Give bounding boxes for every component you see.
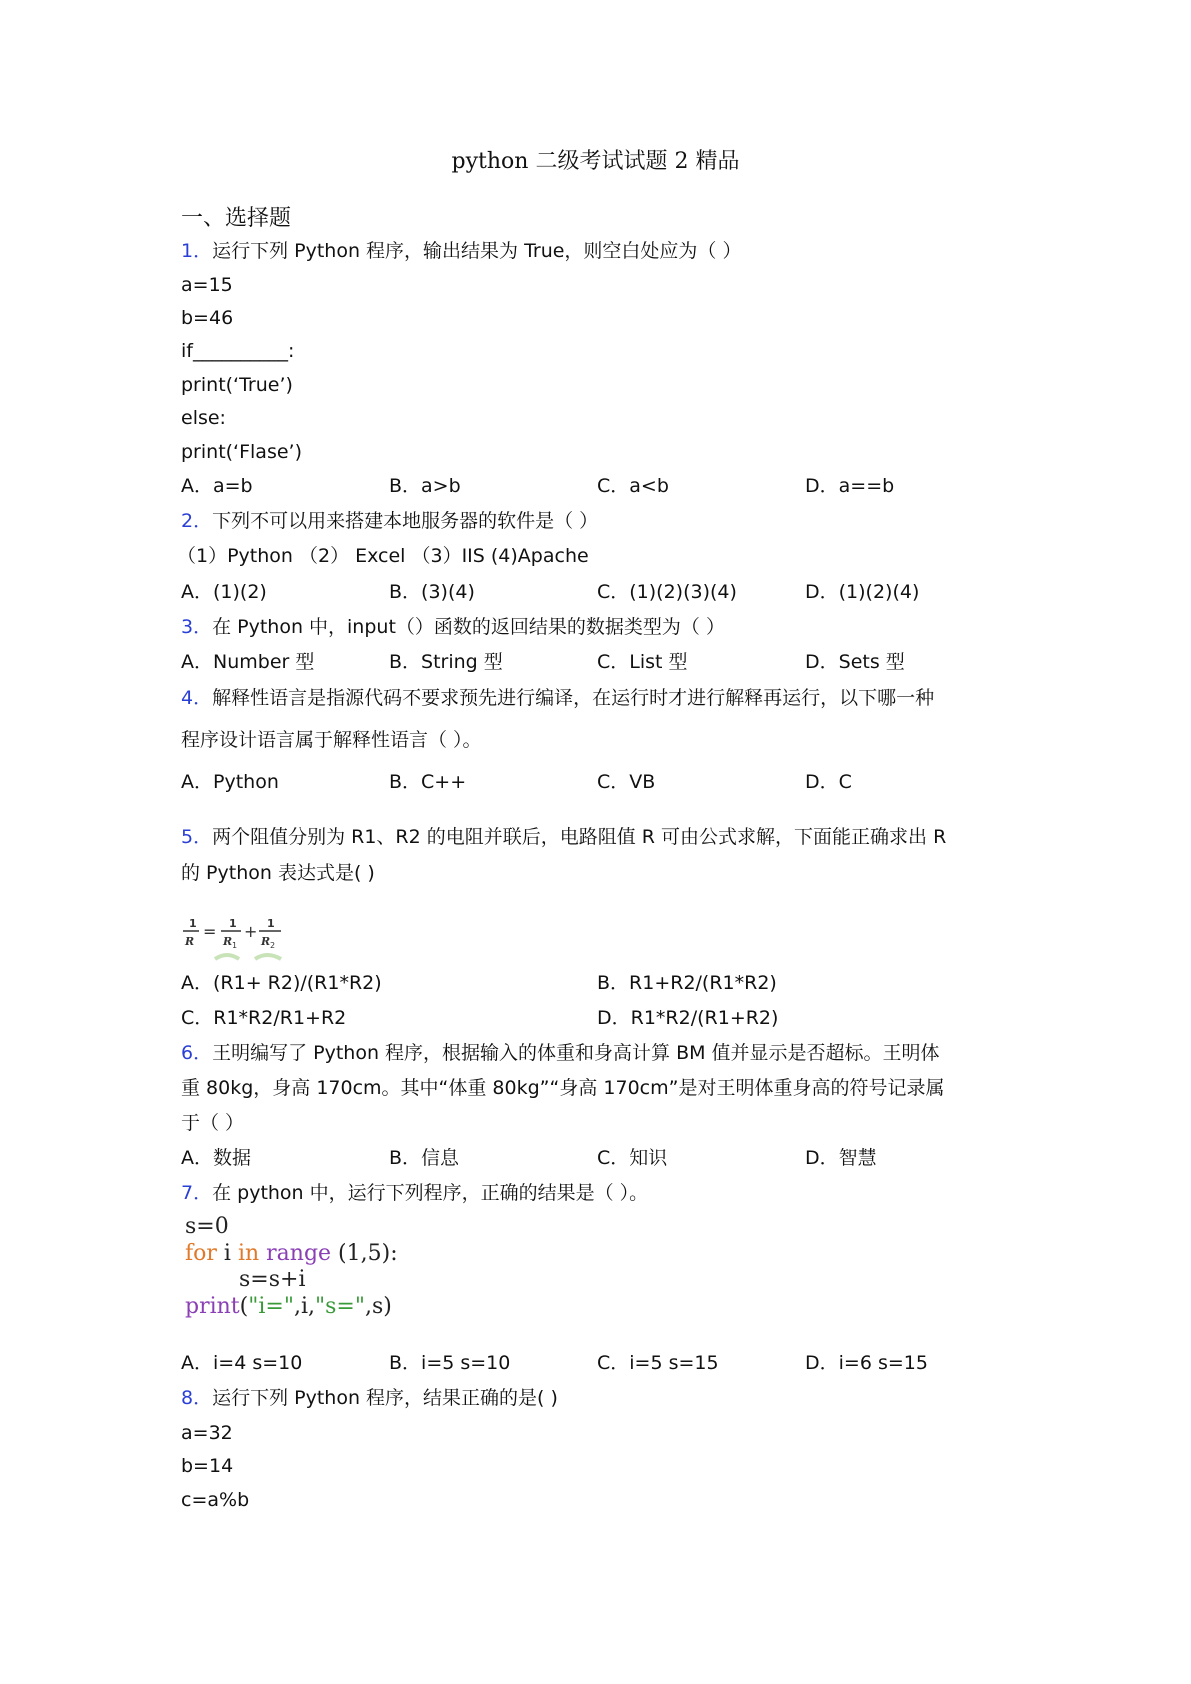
option-b: B．i=5 s=10	[389, 1352, 511, 1374]
option-b: B．R1+R2/(R1*R2)	[597, 972, 777, 994]
question-1	[181, 238, 741, 264]
option-b: B．(3)(4)	[389, 581, 475, 603]
question-text: 王明编写了 Python 程序，根据输入的体重和身高计算 BM 值并显示是否超标。王明体	[212, 1042, 940, 1064]
code-line: print(‘Flase’)	[181, 441, 302, 463]
option-a: A．(1)(2)	[181, 581, 267, 603]
code-line: c=a%b	[181, 1489, 250, 1511]
resistor-formula-image	[181, 913, 287, 961]
formula-denominator: R	[261, 935, 271, 948]
option-c: C．i=5 s=15	[597, 1352, 719, 1374]
question-text-cont: 的 Python 表达式是( )	[181, 862, 375, 884]
question-3	[181, 614, 725, 640]
question-text: 在 Python 中，input（）函数的返回结果的数据类型为（ ）	[212, 616, 725, 638]
code-line: if__________:	[181, 340, 295, 362]
option-c: C．R1*R2/R1+R2	[181, 1007, 347, 1029]
option-a: A．Python	[181, 771, 279, 793]
option-a: A．(R1+ R2)/(R1*R2)	[181, 972, 382, 994]
option-a: A．i=4 s=10	[181, 1352, 303, 1374]
formula-subscript: 2	[270, 941, 276, 950]
option-a: A．数据	[181, 1147, 251, 1169]
option-a: A．Number 型	[181, 651, 315, 673]
question-8	[181, 1385, 558, 1411]
question-number: 7．	[181, 1182, 213, 1204]
option-b: B．C++	[389, 771, 467, 793]
option-b: B．信息	[389, 1147, 460, 1169]
question-7	[181, 1180, 648, 1206]
question-text: 两个阻值分别为 R1、R2 的电阻并联后，电路阻值 R 可由公式求解，下面能正确求出 R	[212, 826, 947, 848]
question-text: 下列不可以用来搭建本地服务器的软件是（ ）	[212, 510, 599, 532]
question-2	[181, 508, 598, 534]
question-text-cont: 于（ ）	[181, 1112, 245, 1134]
question-subtext: （1）Python （2） Excel （3）IIS (4)Apache	[177, 545, 589, 567]
formula-equals: =	[203, 922, 217, 941]
option-d: D．R1*R2/(R1+R2)	[597, 1007, 779, 1029]
option-d: D．C	[805, 771, 852, 793]
code-line: print(‘True’)	[181, 374, 293, 396]
code-line: b=14	[181, 1455, 234, 1477]
formula-numerator: 1	[229, 917, 237, 930]
question-text: 运行下列 Python 程序，结果正确的是( )	[212, 1387, 558, 1409]
question-number: 1．	[181, 240, 213, 262]
formula-numerator: 1	[267, 917, 275, 930]
question-number: 5．	[181, 826, 213, 848]
code-line: s=0	[185, 1214, 229, 1239]
code-line: a=32	[181, 1422, 233, 1444]
code-line: for i in range (1,5):	[185, 1241, 398, 1266]
question-number: 8．	[181, 1387, 213, 1409]
code-line: b=46	[181, 307, 234, 329]
option-d: D．(1)(2)(4)	[805, 581, 920, 603]
option-d: D．a==b	[805, 475, 895, 497]
question-number: 4．	[181, 687, 213, 709]
formula-denominator: R	[185, 935, 195, 948]
option-d: D．i=6 s=15	[805, 1352, 928, 1374]
document-title: python 二级考试试题 2 精品	[451, 149, 740, 174]
code-line: a=15	[181, 274, 233, 296]
question-5	[181, 824, 946, 850]
question-6	[181, 1040, 940, 1066]
option-d: D．智慧	[805, 1147, 877, 1169]
option-b: B．a>b	[389, 475, 461, 497]
option-b: B．String 型	[389, 651, 503, 673]
question-number: 2．	[181, 510, 213, 532]
python-code-image	[181, 1213, 481, 1323]
code-line: print("i=",i,"s=",s)	[185, 1294, 392, 1319]
question-number: 6．	[181, 1042, 213, 1064]
formula-numerator: 1	[189, 917, 197, 930]
question-4	[181, 685, 934, 711]
formula-subscript: 1	[232, 941, 238, 950]
question-text-cont: 程序设计语言属于解释性语言（ ）。	[181, 729, 482, 751]
question-text: 解释性语言是指源代码不要求预先进行编译，在运行时才进行解释再运行，以下哪一种	[212, 687, 935, 709]
code-line: s=s+i	[239, 1267, 306, 1292]
question-number: 3．	[181, 616, 213, 638]
formula-denominator: R	[223, 935, 233, 948]
option-c: C．a<b	[597, 475, 669, 497]
formula-plus: +	[244, 922, 258, 941]
section-heading: 一、选择题	[181, 206, 292, 231]
question-text: 运行下列 Python 程序，输出结果为 True，则空白处应为（ ）	[212, 240, 742, 262]
option-c: C．List 型	[597, 651, 688, 673]
question-text: 在 python 中，运行下列程序，正确的结果是（ ）。	[212, 1182, 649, 1204]
option-c: C．(1)(2)(3)(4)	[597, 581, 737, 603]
code-line: else:	[181, 407, 226, 429]
option-c: C．知识	[597, 1147, 668, 1169]
option-a: A．a=b	[181, 475, 253, 497]
option-d: D．Sets 型	[805, 651, 905, 673]
option-c: C．VB	[597, 771, 656, 793]
question-text-cont: 重 80kg，身高 170cm。其中“体重 80kg”“身高 170cm”是对王明体重身高的符号记录属	[181, 1077, 945, 1099]
